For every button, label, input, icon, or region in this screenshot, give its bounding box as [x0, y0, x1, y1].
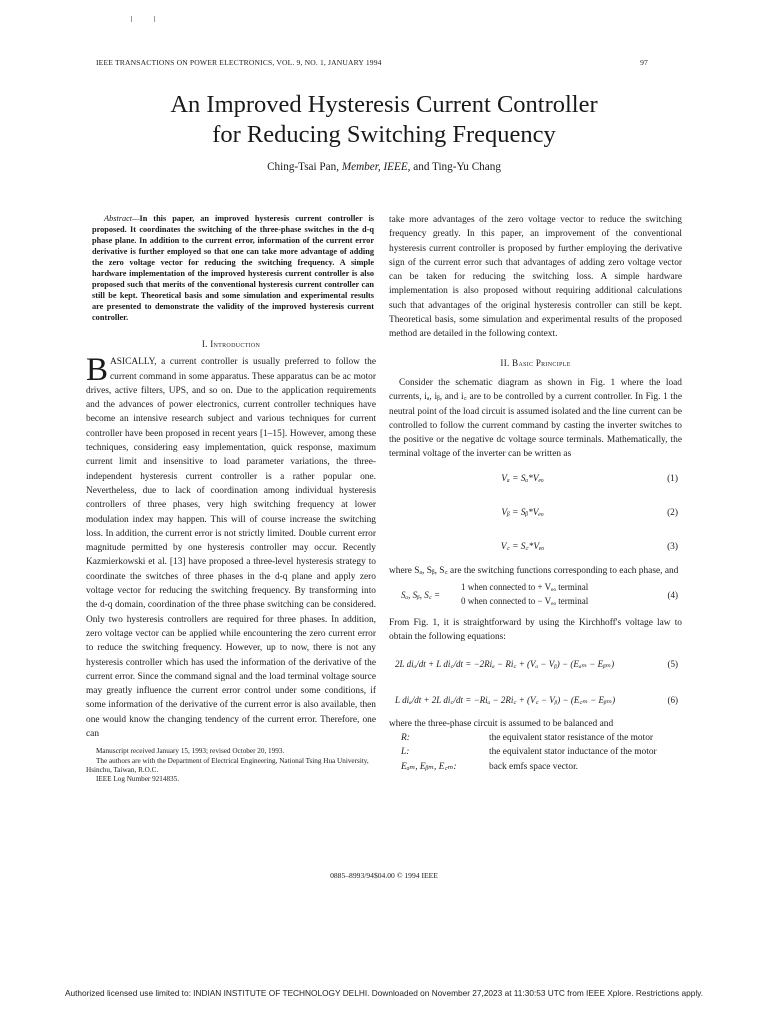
intro-continuation: take more advantages of the zero voltage vector to reduce the switching frequency greatly. In this paper, an improvement of the conventional hysteresis current controller is proposed by further employing the derivative sign of the current error such that advantages of adding zero voltage vector can be taken for reducing the switching loss. A simple hardware implementation is also proposed without requiring additional calculations such that advantages of the original hysteresis controller can still be kept. Theoretical basis, some simulation and experimental results of the proposed method are detailed in the following context.: [389, 215, 682, 340]
scan-mark: [154, 16, 155, 22]
author-2: and Ting-Yu Chang: [413, 161, 501, 173]
section-heading-basic-principle: II. Basic Principle: [500, 357, 571, 368]
definition-row: R: the equivalent stator resistance of the motor: [401, 732, 654, 743]
author-1: Ching-Tsai Pan,: [267, 161, 340, 173]
footnote-received: Manuscript received January 15, 1993; revised October 20, 1993.: [96, 747, 285, 756]
right-column: [389, 213, 682, 774]
equation-number: (6): [667, 694, 678, 705]
journal-info: IEEE TRANSACTIONS ON POWER ELECTRONICS, VOL. 9, NO. 1, JANUARY 1994: [96, 58, 382, 67]
equation-number: (1): [667, 473, 678, 484]
abstract-text: In this paper, an improved hysteresis current controller is proposed. It coordinates the switching of the three-phase switches in the d-q phase plane. In addition to the current error, information of the current error derivative is further employed so that one can take more advantage of adding the zero voltage vector for reducing the switching frequency. A simple hardware implementation of the improved hysteresis current controller is also proposed such that merits of the conventional hysteresis current controller can still be kept. Theoretical basis and some simulation and experimental results are presented to demonstrate the validity of the improved hysteresis current controller.: [92, 214, 374, 322]
running-header: [96, 58, 648, 67]
equation-5: 2L diₐ/dt + L di꜀/dt = −2Riₐ − Ri꜀ + (Vₐ − Vᵦ) − (Eₐₘ − Eᵦₘ) (5): [389, 645, 682, 681]
footnote-log-number: IEEE Log Number 9214835.: [96, 775, 180, 784]
footnote-affiliation: The authors are with the Department of Electrical Engineering, National Tsing Hua University, Hsinchu, Taiwan, R.O.C.: [86, 756, 369, 774]
page-number: 97: [640, 58, 648, 67]
equation-number: (4): [667, 590, 678, 601]
basic-principle-paragraph: Consider the schematic diagram as shown in Fig. 1 where the load currents, iₐ, iᵦ, and i꜀ are to be controlled by a current controller. In Fig. 1 the neutral point of the load circuit is assumed isolated and the line current can be controlled to follow the current command by casting the inverter switches to the positive or the negative dc voltage source terminals. Mathematically, the terminal voltage of the inverter can be written as: [389, 377, 682, 460]
definition-row: L: the equivalent stator inductance of the motor: [401, 747, 657, 758]
switching-function-text: where Sₐ, Sᵦ, S꜀ are the switching functions corresponding to each phase, and: [389, 565, 679, 576]
equation-3: V꜀ = S꜀*Vₑₒ (3): [389, 530, 682, 564]
left-column: [86, 213, 376, 785]
abstract-label: Abstract—: [104, 214, 140, 223]
equation-number: (5): [667, 658, 678, 669]
equation-2: Vᵦ = Sᵦ*Vₑₒ (2): [389, 496, 682, 530]
copyright-line: 0885–8993/94$04.00 © 1994 IEEE: [330, 871, 438, 880]
author-1-membership: Member, IEEE,: [341, 161, 411, 173]
title-line-1: An Improved Hysteresis Current Controller: [170, 91, 598, 118]
section-heading-introduction: I. Introduction: [201, 339, 261, 349]
abstract: [86, 213, 376, 323]
footnote: [86, 747, 376, 784]
authorization-notice: Authorized licensed use limited to: INDIAN INSTITUTE OF TECHNOLOGY DELHI. Downloaded on November 27,2023 at 11:30:53 UTC from IEEE Xplore. Restrictions apply.: [64, 988, 704, 998]
equation-4: Sₐ, Sᵦ, S꜀ = 1 when connected to + Vₑₒ terminal 0 when connected to − Vₑₒ terminal (4): [389, 578, 682, 616]
equation-number: (3): [667, 541, 678, 552]
kirchhoff-text: From Fig. 1, it is straightforward by using the Kirchhoff's voltage law to obtain the following equations:: [389, 618, 682, 643]
introduction-paragraph: BASICALLY, a current controller is usually preferred to follow the current command in some apparatus. These apparatus can be ac motor drives, active filters, UPS, and so on. Due to the application requirements and the advances of power electronics, current controller techniques have become an intensive research subject and various techniques for current controller have been proposed in recent years [1–15]. However, among these techniques, considering easy implementation, quick response, maximum current limit and insensitive to load parameter variations, the three-independent hysteresis current controller is a rather popular one. Nevertheless, due to lack of coordination among individual hysteresis controllers of three phases, very high switching frequency at lower modulation index may happen. This will of course increase the switching loss. In addition, the current error is not strictly limited. Double current error magnitude permitted by one hysteresis controller may occur. Recently Kazmierkowski et al. [13] have proposed a three-level hysteresis strategy to coordinate the switches of three phases in the d-q plane and apply zero voltage vector for reducing the switching frequency. By transforming into the d-q domain, coordination of the three phase switching can be considered. Only two hysteresis controllers are required for three phases. In addition, zero voltage vector can be applied while encountering the zero current error to reduce the switching frequency. However, up to now, there is not any hysteresis controller which has used the information of the derivative of the current error. Since the command signal and the load terminal voltage source may greatly influence the current error control under some conditions, if some information of the derivative of the current error is also available, then one would know the changing tendency of the current error. Therefore, one can: [86, 352, 376, 740]
paper-title: [60, 90, 708, 150]
scan-mark: [131, 16, 132, 22]
symbol-definitions: [389, 731, 682, 774]
definition-row: Eₐₘ, Eᵦₘ, E꜀ₘ: back emfs space vector.: [401, 761, 579, 772]
title-line-2: for Reducing Switching Frequency: [212, 121, 556, 148]
case-negative: 0 when connected to − Vₑₒ terminal: [461, 596, 589, 607]
equation-6: L diₐ/dt + 2L di꜀/dt = −Riₐ − 2Ri꜀ + (V꜀ − Vᵦ) − (E꜀ₘ − Eᵦₘ) (6): [389, 681, 682, 717]
drop-cap: B: [86, 352, 109, 389]
balanced-text: where the three-phase circuit is assumed to be balanced and: [389, 718, 614, 729]
equation-1: Vₐ = Sₐ*Vₑₒ (1): [389, 462, 682, 496]
equation-number: (2): [667, 507, 678, 518]
case-positive: 1 when connected to + Vₑₒ terminal: [461, 582, 589, 593]
author-line: [60, 161, 708, 173]
